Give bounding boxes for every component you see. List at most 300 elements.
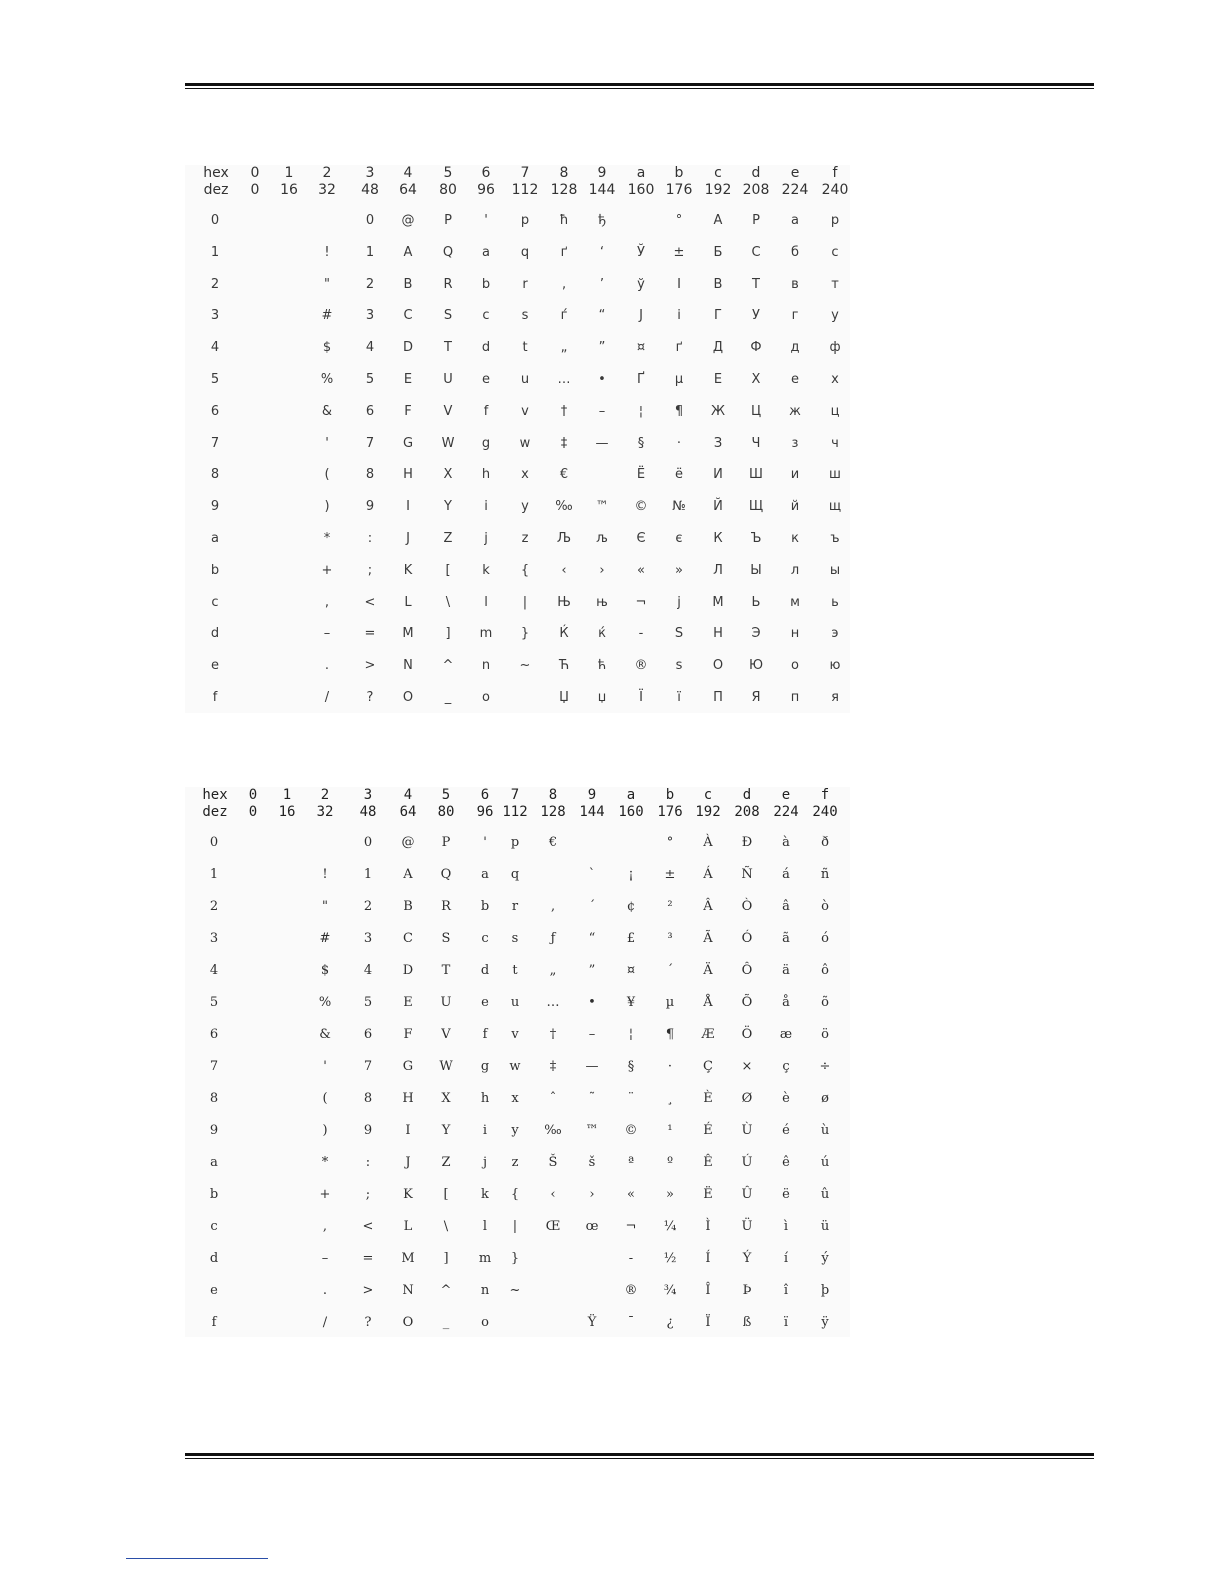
char-cell: ђ: [597, 213, 607, 228]
char-cell: г: [791, 308, 799, 323]
char-cell: –: [598, 404, 606, 419]
char-cell: T: [441, 963, 451, 978]
char-cell: %: [318, 995, 332, 1010]
char-cell: к: [791, 531, 799, 546]
char-cell: 3: [363, 931, 373, 946]
char-cell: k: [481, 1187, 489, 1202]
char-cell: k: [482, 563, 490, 578]
char-cell: ø: [821, 1091, 829, 1106]
char-cell: §: [627, 1059, 635, 1074]
char-cell: ¸: [666, 1091, 674, 1106]
char-cell: ;: [367, 563, 373, 578]
char-cell: v: [511, 1027, 519, 1042]
char-cell: у: [831, 308, 839, 323]
char-cell: Á: [703, 867, 713, 882]
char-cell: ñ: [820, 867, 830, 882]
char-cell: µ: [665, 995, 675, 1010]
char-cell: x: [511, 1091, 519, 1106]
char-cell: ': [325, 436, 329, 451]
row-label: 1: [209, 867, 219, 882]
char-cell: 5: [365, 372, 375, 387]
char-cell: X: [441, 1091, 451, 1106]
char-cell: l: [484, 595, 488, 610]
char-cell: „: [549, 963, 557, 978]
char-cell: g: [481, 436, 491, 451]
char-cell: ,: [322, 1219, 328, 1234]
char-cell: ÿ: [821, 1315, 829, 1330]
char-cell: á: [782, 867, 790, 882]
char-cell: w: [509, 1059, 521, 1074]
char-cell: G: [402, 1059, 414, 1074]
char-cell: Ù: [741, 1123, 753, 1138]
char-cell: Ó: [741, 931, 753, 946]
char-cell: э: [831, 626, 839, 641]
char-cell: €: [559, 467, 569, 482]
header-hex-label: hex: [203, 165, 229, 181]
char-cell: d: [481, 340, 491, 355]
char-cell: 8: [363, 1091, 373, 1106]
char-cell: °: [675, 213, 683, 228]
column-hex-header: 3: [363, 787, 373, 803]
char-cell: Ý: [742, 1251, 752, 1266]
char-cell: >: [364, 658, 376, 673]
row-label: 2: [210, 277, 220, 292]
char-cell: A: [403, 867, 413, 882]
char-cell: Þ: [742, 1283, 752, 1298]
char-cell: ¶: [665, 1027, 675, 1042]
row-label: 4: [209, 963, 219, 978]
char-cell: Œ: [545, 1219, 561, 1234]
char-cell: З: [713, 436, 723, 451]
char-cell: U: [440, 995, 452, 1010]
row-label: 9: [209, 1123, 219, 1138]
char-cell: ц: [830, 404, 840, 419]
char-cell: q: [510, 867, 520, 882]
char-cell: â: [782, 899, 790, 914]
char-cell: ¬: [635, 595, 647, 610]
char-cell: ½: [663, 1251, 677, 1266]
column-dez-header: 96: [476, 804, 494, 820]
char-cell: «: [637, 563, 645, 578]
char-cell: M: [402, 626, 414, 641]
row-label: e: [211, 658, 219, 673]
row-label: 0: [209, 835, 219, 850]
char-cell: ': [323, 1059, 327, 1074]
char-cell: ö: [821, 1027, 829, 1042]
char-cell: K: [403, 563, 413, 578]
column-dez-header: 192: [704, 182, 732, 198]
char-cell: Ê: [703, 1155, 713, 1170]
char-cell: Д: [712, 340, 724, 355]
column-hex-header: 7: [520, 165, 530, 181]
char-cell: 2: [365, 277, 375, 292]
column-dez-header: 32: [316, 804, 334, 820]
char-cell: І: [677, 277, 681, 292]
char-cell: Ð: [741, 835, 753, 850]
char-cell: U: [443, 372, 453, 387]
char-cell: ?: [364, 1315, 372, 1330]
char-cell: ï: [783, 1315, 789, 1330]
char-cell: Z: [441, 1155, 451, 1170]
char-cell: Ã: [703, 931, 713, 946]
char-cell: H: [402, 1091, 414, 1106]
char-cell: Ф: [750, 340, 762, 355]
char-cell: е: [791, 372, 799, 387]
char-cell: Ä: [703, 963, 713, 978]
char-cell: К: [713, 531, 723, 546]
char-cell: Б: [713, 245, 723, 260]
char-cell: V: [443, 404, 453, 419]
char-cell: t: [522, 340, 528, 355]
char-cell: a: [481, 867, 489, 882]
char-cell: ): [322, 1123, 328, 1138]
char-cell: Г: [714, 308, 722, 323]
char-cell: €: [548, 835, 558, 850]
char-cell: Ö: [741, 1027, 753, 1042]
char-cell: #: [321, 308, 333, 323]
char-cell: v: [521, 404, 529, 419]
char-cell: _: [442, 1315, 450, 1330]
char-cell: ¼: [663, 1219, 677, 1234]
char-cell: “: [588, 931, 596, 946]
char-cell: 6: [365, 404, 375, 419]
char-cell: ô: [821, 963, 829, 978]
char-cell: И: [713, 467, 723, 482]
top-rule: [185, 83, 1094, 89]
char-cell: Я: [751, 690, 761, 705]
char-cell: в: [791, 277, 799, 292]
column-dez-header: 192: [695, 804, 721, 820]
char-cell: ™: [585, 1123, 599, 1138]
char-cell: ã: [782, 931, 790, 946]
char-cell: _: [444, 690, 452, 705]
row-label: 5: [209, 995, 219, 1010]
char-cell: p: [510, 835, 520, 850]
char-cell: Ё: [636, 467, 646, 482]
char-cell: •: [598, 372, 606, 387]
char-cell: ˆ: [549, 1091, 557, 1106]
char-cell: Q: [442, 245, 454, 260]
char-cell: r: [522, 277, 528, 292]
char-cell: o: [481, 1315, 489, 1330]
column-hex-header: b: [665, 787, 675, 803]
char-cell: ð: [821, 835, 829, 850]
char-cell: c: [482, 308, 490, 323]
char-cell: n: [481, 658, 491, 673]
char-cell: [: [443, 1187, 449, 1202]
char-cell: Ґ: [637, 372, 645, 387]
char-cell: ƒ: [550, 931, 556, 946]
char-cell: ж: [789, 404, 801, 419]
char-cell: Ô: [741, 963, 753, 978]
char-cell: Ì: [705, 1219, 711, 1234]
char-cell: y: [521, 499, 529, 514]
row-label: 8: [209, 1091, 219, 1106]
char-cell: л: [790, 563, 800, 578]
char-cell: Ú: [741, 1155, 753, 1170]
char-cell: µ: [674, 372, 684, 387]
char-cell: &: [319, 1027, 331, 1042]
char-cell: ¯: [627, 1315, 635, 1330]
char-cell: Ñ: [741, 867, 753, 882]
column-dez-header: 128: [550, 182, 578, 198]
char-cell: Ь: [751, 595, 761, 610]
char-cell: Њ: [557, 595, 571, 610]
column-dez-header: 112: [502, 804, 528, 820]
char-cell: 3: [365, 308, 375, 323]
char-cell: х: [831, 372, 839, 387]
row-label: 0: [210, 213, 220, 228]
char-cell: :: [365, 1155, 371, 1170]
column-dez-header: 80: [439, 182, 457, 198]
char-cell: ›: [589, 1187, 595, 1202]
char-cell: D: [402, 963, 414, 978]
column-dez-header: 208: [734, 804, 760, 820]
char-cell: т: [831, 277, 839, 292]
char-cell: №: [672, 499, 686, 514]
char-cell: $: [322, 340, 332, 355]
char-cell: А: [713, 213, 723, 228]
char-cell: Z: [443, 531, 453, 546]
column-dez-header: 16: [280, 182, 298, 198]
char-cell: ¾: [663, 1283, 677, 1298]
char-cell: 6: [363, 1027, 373, 1042]
column-hex-header: 4: [403, 787, 413, 803]
char-cell: и: [790, 467, 800, 482]
char-cell: [: [445, 563, 451, 578]
char-cell: О: [712, 658, 724, 673]
char-cell: я: [831, 690, 839, 705]
row-label: 3: [209, 931, 219, 946]
char-cell: ‡: [560, 436, 568, 451]
char-cell: <: [364, 595, 376, 610]
column-hex-header: 2: [322, 165, 332, 181]
char-cell: Ў: [637, 245, 645, 260]
char-cell: !: [324, 245, 330, 260]
char-cell: f: [483, 404, 489, 419]
char-cell: o: [482, 690, 490, 705]
char-cell: 7: [365, 436, 375, 451]
char-cell: i: [482, 1123, 488, 1138]
column-hex-header: e: [781, 787, 791, 803]
row-label: d: [209, 1251, 219, 1266]
char-cell: <: [362, 1219, 374, 1234]
char-cell: ‹: [550, 1187, 556, 1202]
char-cell: ·: [667, 1059, 673, 1074]
char-cell: è: [782, 1091, 790, 1106]
char-cell: 9: [363, 1123, 373, 1138]
char-cell: і: [677, 308, 681, 323]
column-hex-header: 7: [510, 787, 520, 803]
char-cell: Ж: [710, 404, 725, 419]
char-cell: ·: [676, 436, 682, 451]
char-cell: ħ: [559, 213, 569, 228]
char-cell: N: [403, 658, 413, 673]
char-cell: O: [402, 690, 414, 705]
char-cell: *: [323, 531, 331, 546]
char-cell: +: [321, 563, 333, 578]
char-cell: B: [403, 899, 413, 914]
char-cell: ': [484, 213, 488, 228]
char-cell: W: [439, 1059, 453, 1074]
column-hex-header: d: [751, 165, 761, 181]
char-cell: Ÿ: [587, 1315, 597, 1330]
char-cell: ¿: [666, 1315, 674, 1330]
char-cell: ´: [666, 963, 674, 978]
char-cell: ò: [821, 899, 829, 914]
row-label: c: [210, 1219, 218, 1234]
char-cell: õ: [821, 995, 829, 1010]
char-cell: ¹: [667, 1123, 673, 1138]
char-cell: ґ: [560, 245, 568, 260]
column-hex-header: 5: [441, 787, 451, 803]
char-cell: ґ: [675, 340, 683, 355]
char-cell: ˜: [588, 1091, 596, 1106]
char-cell: ©: [634, 499, 648, 514]
char-cell: d: [480, 963, 490, 978]
char-cell: —: [585, 1059, 599, 1074]
char-cell: {: [510, 1187, 520, 1202]
char-cell: ю: [829, 658, 841, 673]
char-cell: Є: [636, 531, 646, 546]
char-cell: }: [520, 626, 530, 641]
char-cell: д: [790, 340, 800, 355]
char-cell: f: [482, 1027, 488, 1042]
char-cell: •: [588, 995, 596, 1010]
char-cell: 5: [363, 995, 373, 1010]
char-cell: ў: [637, 277, 645, 292]
char-cell: ~: [509, 1283, 521, 1298]
column-hex-header: 9: [587, 787, 597, 803]
char-cell: ‡: [549, 1059, 557, 1074]
char-cell: ш: [829, 467, 841, 482]
column-dez-header: 16: [278, 804, 296, 820]
char-cell: 0: [365, 213, 375, 228]
column-dez-header: 240: [812, 804, 838, 820]
row-label: 7: [209, 1059, 219, 1074]
char-cell: =: [362, 1251, 374, 1266]
char-cell: «: [627, 1187, 635, 1202]
char-cell: N: [402, 1283, 414, 1298]
column-dez-header: 48: [359, 804, 377, 820]
char-cell: Х: [751, 372, 761, 387]
column-hex-header: a: [636, 165, 646, 181]
column-hex-header: a: [626, 787, 636, 803]
char-cell: –: [321, 1251, 329, 1266]
column-hex-header: f: [832, 165, 838, 181]
char-cell: ó: [821, 931, 829, 946]
char-cell: F: [403, 1027, 413, 1042]
char-cell: Ø: [741, 1091, 753, 1106]
char-cell: J: [406, 531, 410, 546]
char-cell: l: [482, 1219, 488, 1234]
char-cell: Ю: [748, 658, 764, 673]
char-cell: Ü: [741, 1219, 753, 1234]
char-cell: w: [519, 436, 531, 451]
column-hex-header: 4: [403, 165, 413, 181]
char-cell: ф: [829, 340, 841, 355]
char-cell: ї: [677, 690, 681, 705]
char-cell: O: [402, 1315, 414, 1330]
char-cell: P: [441, 835, 451, 850]
char-cell: 1: [363, 867, 373, 882]
row-label: c: [211, 595, 219, 610]
char-cell: j: [482, 1155, 488, 1170]
char-cell: Ï: [705, 1315, 711, 1330]
char-cell: >: [362, 1283, 374, 1298]
column-hex-header: 9: [597, 165, 607, 181]
char-cell: ‹: [561, 563, 567, 578]
char-cell: m: [479, 626, 493, 641]
char-cell: ¦: [628, 1027, 634, 1042]
char-cell: e: [481, 995, 489, 1010]
char-cell: ´: [588, 899, 596, 914]
char-cell: Ј: [639, 308, 643, 323]
header-dez-label: dez: [203, 182, 229, 198]
char-cell: Щ: [748, 499, 764, 514]
row-label: 1: [210, 245, 220, 260]
char-cell: ‚: [550, 899, 556, 914]
char-cell: Н: [713, 626, 723, 641]
char-cell: »: [666, 1187, 674, 1202]
char-cell: b: [481, 277, 491, 292]
char-cell: ћ: [597, 658, 607, 673]
char-cell: 7: [363, 1059, 373, 1074]
char-cell: Ц: [750, 404, 762, 419]
char-cell: q: [520, 245, 530, 260]
column-dez-header: 112: [511, 182, 539, 198]
char-cell: 4: [363, 963, 373, 978]
char-cell: È: [703, 1091, 713, 1106]
char-cell: ä: [782, 963, 790, 978]
row-label: f: [211, 1315, 217, 1330]
char-cell: Î: [705, 1283, 711, 1298]
column-hex-header: e: [790, 165, 800, 181]
char-cell: #: [319, 931, 331, 946]
char-cell: а: [791, 213, 799, 228]
char-cell: ®: [624, 1283, 638, 1298]
char-cell: J: [405, 1155, 411, 1170]
footnote-separator: [126, 1558, 268, 1559]
char-cell: R: [441, 899, 451, 914]
char-cell: В: [713, 277, 723, 292]
char-cell: ^: [440, 1283, 452, 1298]
char-cell: Æ: [701, 1027, 715, 1042]
char-cell: ~: [519, 658, 531, 673]
char-cell: Í: [705, 1251, 711, 1266]
char-cell: B: [403, 277, 413, 292]
char-cell: š: [588, 1155, 596, 1170]
char-cell: þ: [820, 1283, 830, 1298]
char-cell: :: [367, 531, 373, 546]
row-label: 2: [209, 899, 219, 914]
char-cell: †: [549, 1027, 557, 1042]
char-cell: u: [520, 372, 530, 387]
char-cell: y: [511, 1123, 519, 1138]
char-cell: ]: [445, 626, 451, 641]
char-cell: £: [626, 931, 636, 946]
column-dez-header: 0: [248, 804, 258, 820]
column-dez-header: 208: [742, 182, 770, 198]
row-label: d: [210, 626, 220, 641]
char-cell: é: [782, 1123, 790, 1138]
column-hex-header: 6: [481, 165, 491, 181]
char-cell: ¥: [626, 995, 636, 1010]
char-cell: ¤: [626, 963, 636, 978]
char-cell: ,: [324, 595, 330, 610]
char-cell: ": [322, 899, 328, 914]
char-cell: Š: [548, 1155, 558, 1170]
